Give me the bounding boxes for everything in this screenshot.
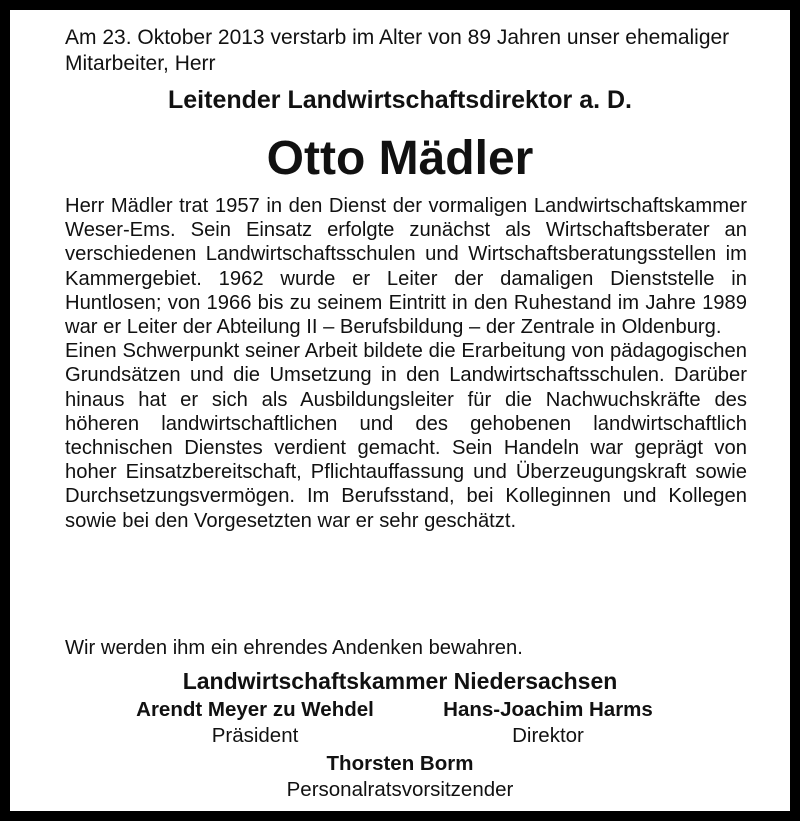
signatory-role: Präsident xyxy=(211,724,299,747)
body-paragraph: Herr Mädler trat 1957 in den Dienst der vormaligen Landwirtschaftskammer Weser-Ems. Sein Einsatz erfolgte zunächst als Wirtschaftsberater an verschiedenen Landwirtschaftsschulen und Wirtschaftsberatungsstellen im Kammergebiet. 1962 wurde er Leiter der damaligen Dienststelle in Huntlosen; von 1966 bis zu seinem Eintritt in den Ruhestand im Jahre 1989 war er Leiter der Abteilung II – Berufsbildung – der Zentrale in Oldenburg. xyxy=(65,195,747,339)
obituary-body xyxy=(65,194,747,533)
deceased-name: Otto Mädler xyxy=(266,132,534,185)
signatory-director xyxy=(398,698,698,748)
organization-name: Landwirtschaftskammer Niedersachsen xyxy=(182,668,618,694)
signatory-role: Direktor xyxy=(512,724,584,747)
intro-text: Am 23. Oktober 2013 verstarb im Alter von 89 Jahren unser ehemaliger Mitarbeiter, Herr xyxy=(65,26,730,75)
signatory-name: Hans-Joachim Harms xyxy=(443,698,653,721)
signatory-president xyxy=(105,698,405,748)
signatory-name: Arendt Meyer zu Wehdel xyxy=(136,698,374,721)
deceased-title: Leitender Landwirtschaftsdirektor a. D. xyxy=(168,86,632,114)
signatory-name: Thorsten Borm xyxy=(326,752,474,775)
body-paragraph: Einen Schwerpunkt seiner Arbeit bildete die Erarbeitung von pädagogischen Grundsätzen und die Umsetzung in den Landwirtschaftsschulen. Darüber hinaus hat er sich als Ausbildungsleiter für die Nachwuchskräfte des höheren landwirtschaftlichen und des gehobenen landwirtschaftlich technischen Dienstes verdient gemacht. Sein Handeln war geprägt von hoher Einsatzbereitschaft, Pflichtauffassung und Überzeugungskraft sowie Durchsetzungsvermögen. Im Berufsstand, bei Kolleginnen und Kollegen sowie bei den Vorgesetzten war er sehr geschätzt. xyxy=(65,340,747,532)
signatory-staff-council xyxy=(250,752,550,802)
signatory-role: Personalratsvorsitzender xyxy=(286,778,514,801)
obituary-notice xyxy=(10,10,790,811)
closing-line: Wir werden ihm ein ehrendes Andenken bewahren. xyxy=(65,637,523,659)
